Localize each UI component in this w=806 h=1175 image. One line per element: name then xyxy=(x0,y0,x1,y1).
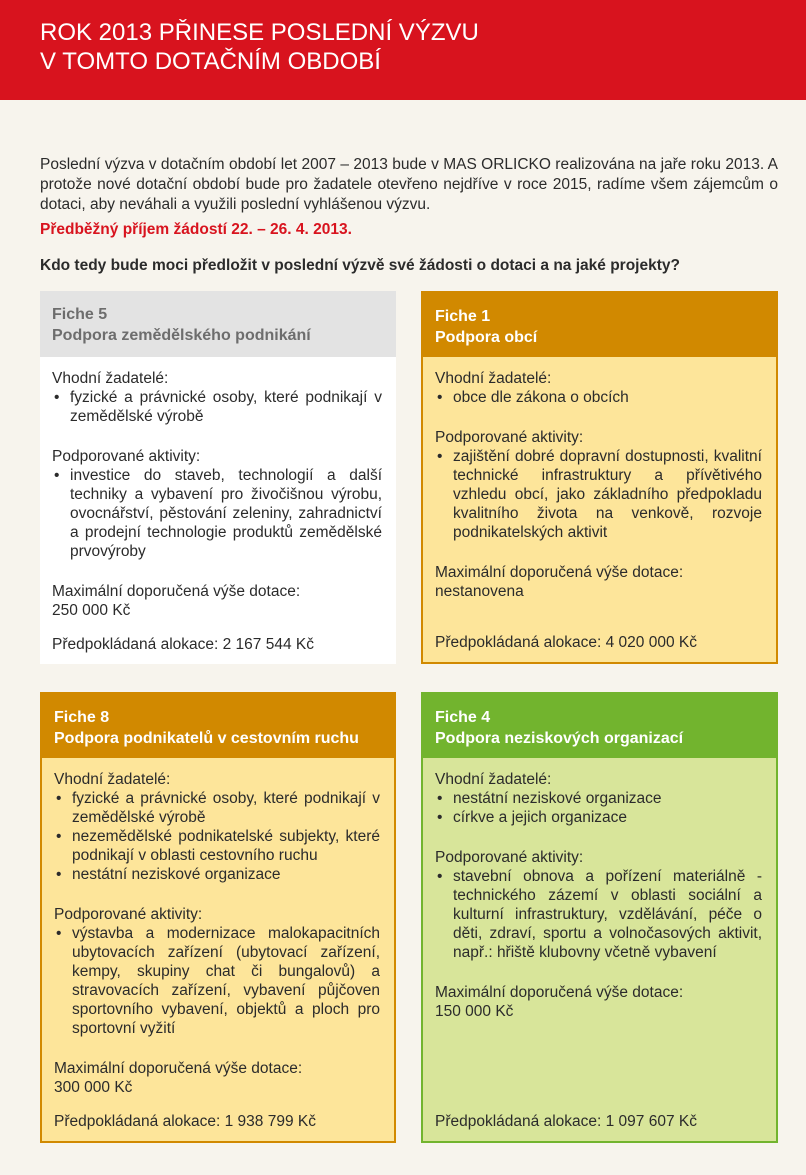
list-item: • investice do staveb, technologií a další techniky a vybavení pro živočišnou výrobu, ovocnářství, pěstování zeleniny, zahradnictví a prodejní technologie produktů zemědělské prvovýroby xyxy=(52,466,382,561)
allocation-text: Předpokládaná alokace: 4 020 000 Kč xyxy=(435,634,697,651)
applicants-label: Vhodní žadatelé: xyxy=(435,771,552,788)
fiche-title: Podpora zemědělského podnikání xyxy=(52,327,311,344)
fiche-1-card xyxy=(421,291,778,664)
fiche-5-card xyxy=(40,291,396,664)
activities-label: Podporované aktivity: xyxy=(435,849,584,866)
card-header xyxy=(40,291,396,357)
activities-label: Podporované aktivity: xyxy=(54,906,203,923)
activities-section xyxy=(435,848,762,962)
card-header xyxy=(42,694,394,758)
list-item: • výstavba a modernizace malokapacitních ubytovacích zařízení (ubytovací zařízení, kempy, skupiny chat či bungalovů) a stravovacích zařízení, vybavení půjčoven sportovního vybavení, objektů a ploch pro sportovní vyžití xyxy=(54,924,380,1038)
card-body xyxy=(42,758,394,1097)
applicants-section xyxy=(54,770,380,884)
deadline-notice: Předběžný příjem žádostí 22. – 26. 4. 2013. xyxy=(40,221,352,238)
fiche-title: Podpora obcí xyxy=(435,329,538,346)
activities-label: Podporované aktivity: xyxy=(52,448,201,465)
activities-list xyxy=(435,447,762,542)
activities-label: Podporované aktivity: xyxy=(435,429,584,446)
applicants-list xyxy=(52,388,382,426)
applicants-list xyxy=(435,388,762,407)
applicants-label: Vhodní žadatelé: xyxy=(435,370,552,387)
list-item: • nestátní neziskové organizace xyxy=(54,865,380,884)
applicants-section xyxy=(52,369,382,426)
max-amount-label: Maximální doporučená výše dotace: xyxy=(54,1060,303,1077)
intro-paragraph: Poslední výzva v dotačním období let 2007 – 2013 bude v MAS ORLICKO realizována na jaře roku 2013. A protože nové dotační období bude pro žadatele otevřeno nejdříve v roce 2015, radíme všem zájemcům o dotaci, aby neváhali a využili poslední vyhlášenou výzvu. xyxy=(40,156,778,213)
page-title-line-2: V TOMTO DOTAČNÍM OBDOBÍ xyxy=(40,48,381,75)
fiche-title: Podpora neziskových organizací xyxy=(435,730,684,747)
activities-section xyxy=(54,905,380,1038)
card-header xyxy=(423,293,776,357)
card-body xyxy=(40,357,396,620)
list-item: • církve a jejich organizace xyxy=(435,808,762,827)
fiche-4-card xyxy=(421,692,778,1143)
applicants-label: Vhodní žadatelé: xyxy=(52,370,169,387)
activities-section xyxy=(52,447,382,561)
page-title xyxy=(40,18,479,76)
section-question: Kdo tedy bude moci předložit v poslední výzvě své žádosti o dotaci a na jaké projekty? xyxy=(40,257,680,274)
max-amount-value: 250 000 Kč xyxy=(52,602,131,619)
fiche-8-card xyxy=(40,692,396,1143)
max-amount-section xyxy=(52,582,382,620)
applicants-list xyxy=(54,789,380,884)
max-amount-section xyxy=(435,983,762,1021)
list-item: • nestátní neziskové organizace xyxy=(435,789,762,808)
card-body xyxy=(423,758,776,1021)
card-header xyxy=(423,694,776,758)
max-amount-label: Maximální doporučená výše dotace: xyxy=(52,583,301,600)
list-item: • obce dle zákona o obcích xyxy=(435,388,762,407)
max-amount-section xyxy=(54,1059,380,1097)
applicants-section xyxy=(435,770,762,827)
allocation-text: Předpokládaná alokace: 2 167 544 Kč xyxy=(52,636,314,653)
applicants-label: Vhodní žadatelé: xyxy=(54,771,171,788)
activities-list xyxy=(54,924,380,1038)
activities-list xyxy=(52,466,382,561)
card-body xyxy=(423,357,776,601)
fiche-number: Fiche 5 xyxy=(52,306,108,323)
max-amount-label: Maximální doporučená výše dotace: xyxy=(435,564,684,581)
fiche-number: Fiche 4 xyxy=(435,709,491,726)
fiche-title: Podpora podnikatelů v cestovním ruchu xyxy=(54,730,359,747)
max-amount-value: 150 000 Kč xyxy=(435,1003,514,1020)
applicants-list xyxy=(435,789,762,827)
list-item: • nezemědělské podnikatelské subjekty, které podnikají v oblasti cestovního ruchu xyxy=(54,827,380,865)
list-item: • fyzické a právnické osoby, které podnikají v zemědělské výrobě xyxy=(52,388,382,426)
max-amount-value: 300 000 Kč xyxy=(54,1079,133,1096)
max-amount-label: Maximální doporučená výše dotace: xyxy=(435,984,684,1001)
max-amount-section xyxy=(435,563,762,601)
list-item: • fyzické a právnické osoby, které podnikají v zemědělské výrobě xyxy=(54,789,380,827)
fiche-number: Fiche 8 xyxy=(54,709,110,726)
header-banner xyxy=(0,0,806,100)
max-amount-value: nestanovena xyxy=(435,583,524,600)
page-title-line-1: ROK 2013 PŘINESE POSLEDNÍ VÝZVU xyxy=(40,19,479,46)
allocation-text: Předpokládaná alokace: 1 097 607 Kč xyxy=(435,1113,697,1130)
allocation-text: Předpokládaná alokace: 1 938 799 Kč xyxy=(54,1113,316,1130)
fiche-number: Fiche 1 xyxy=(435,308,491,325)
applicants-section xyxy=(435,369,762,407)
list-item: • stavební obnova a pořízení materiálně - technického zázemí v oblasti sociální a kulturní infrastruktury, vzdělávání, péče o děti, zdraví, sportu a volnočasových aktivit, např.: hřiště klubovny včetně vybavení xyxy=(435,867,762,962)
activities-list xyxy=(435,867,762,962)
list-item: • zajištění dobré dopravní dostupnosti, kvalitní technické infrastruktury a přívětivého vzhledu obcí, jako základního předpokladu kvalitního života na venkově, rozvoje podnikatelských aktivit xyxy=(435,447,762,542)
activities-section xyxy=(435,428,762,542)
